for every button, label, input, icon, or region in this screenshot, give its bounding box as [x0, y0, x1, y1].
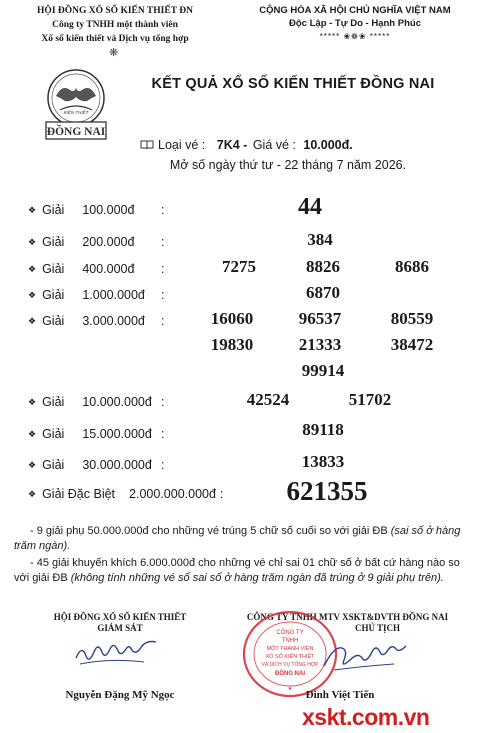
prize-number: 384: [307, 230, 333, 249]
prize-number: 16060: [210, 309, 254, 328]
note-consolation-prizes: [14, 556, 464, 586]
svg-text:★: ★: [287, 686, 293, 692]
svg-text:VÀ DỊCH VỤ TỔNG HỢP: VÀ DỊCH VỤ TỔNG HỢP: [261, 662, 319, 668]
prize-number: 42524: [246, 390, 290, 409]
issuer-header: [20, 4, 210, 46]
ornament-stars: ***** ❀❁❀ *****: [319, 32, 391, 41]
prize-number: 89118: [302, 420, 344, 439]
snowflake-ornament-icon: ❋: [109, 47, 119, 59]
prize-number: 19830: [210, 335, 254, 354]
chairman-role: CHỦ TỊCH: [354, 623, 401, 633]
ticket-info: [140, 138, 440, 152]
note-secondary-prizes: [14, 524, 464, 554]
note-1-italic: (sai số ở hàng trăm ngàn).: [14, 525, 461, 552]
issuer-line-1: HỘI ĐỒNG XỔ SỐ KIẾN THIẾT ĐN: [37, 6, 193, 16]
prize-row-label: ❖ Giải 100.000đ :: [28, 203, 165, 217]
special-prize-label: ❖ Giải Đặc Biệt 2.000.000.000đ :: [28, 487, 224, 501]
svg-text:TNHH: TNHH: [281, 638, 299, 644]
svg-text:XỔ SỐ KIẾN THIẾT: XỔ SỐ KIẾN THIẾT: [265, 654, 315, 660]
note-2-text: - 45 giải khuyến khích 6.000.000đ cho những vé chỉ sai 01 chữ số ở bất cứ hàng nào so với giải ĐB: [14, 557, 460, 584]
prize-number: 80559: [390, 309, 434, 328]
book-icon: [140, 140, 154, 150]
prize-row-label: ❖ Giải 3.000.000đ :: [28, 314, 165, 328]
issuer-line-3: Xổ số kiến thiết và Dịch vụ tổng hợp: [41, 34, 189, 44]
prize-number: 96537: [298, 309, 342, 328]
ticket-type-label: Loại vé :: [158, 138, 206, 152]
prize-number: 21333: [298, 335, 342, 354]
supervisor-org: HỘI ĐỒNG XỔ SỐ KIẾN THIẾT: [53, 612, 187, 622]
prize-row-label: ❖ Giải 200.000đ :: [28, 235, 165, 249]
ticket-type-value: 7K4 -: [216, 138, 248, 152]
prize-number: 8826: [306, 257, 340, 276]
supervisor-role: GIÁM SÁT: [97, 623, 143, 633]
prize-row-label: ❖ Giải 1.000.000đ :: [28, 288, 165, 302]
special-prize-number: 621355: [286, 476, 368, 506]
prize-number: 7275: [222, 257, 256, 276]
prize-row-label: ❖ Giải 30.000.000đ :: [28, 458, 165, 472]
note-2-italic: (không tính những vé số sai số ở hàng trăm ngàn đã trúng ở 9 giải phụ trên).: [70, 572, 444, 584]
ticket-price-label: Giá vé :: [252, 138, 296, 152]
draw-date: Mở số ngày thứ tư - 22 tháng 7 năm 2026.: [169, 158, 407, 172]
dong-nai-logo: [40, 66, 112, 142]
prize-number: 13833: [301, 452, 345, 471]
prize-row-label: ❖ Giải 10.000.000đ :: [28, 395, 165, 409]
note-1-text: - 9 giải phụ 50.000.000đ cho những vé trúng 5 chữ số cuối so với giải ĐB: [30, 525, 388, 537]
logo-text: ĐỒNG NAI: [46, 126, 106, 138]
prize-number: 6870: [306, 283, 340, 302]
prize-row-label: ❖ Giải 15.000.000đ :: [28, 427, 165, 441]
supervisor-signature: [70, 632, 160, 672]
company-name: CÔNG TY TNHH MTV XSKT&DVTH ĐỒNG NAI: [246, 612, 449, 622]
prize-number: 51702: [348, 390, 392, 409]
supervisor-block: [30, 612, 210, 634]
national-motto-line-2: Độc Lập - Tự Do - Hạnh Phúc: [289, 18, 421, 29]
supervisor-name: Nguyễn Đặng Mỹ Ngọc: [65, 689, 175, 701]
svg-text:ĐỒNG NAI: ĐỒNG NAI: [275, 671, 305, 677]
prize-row-label: ❖ Giải 400.000đ :: [28, 262, 165, 276]
chairman-name: Đinh Việt Tiến: [305, 689, 375, 701]
ticket-price-value: 10.000đ.: [303, 138, 353, 152]
watermark-logo: xskt.com.vn: [302, 704, 430, 730]
prize-number: 8686: [395, 257, 429, 276]
page-title: KẾT QUẢ XỔ SỐ KIẾN THIẾT ĐỒNG NAI: [151, 76, 435, 92]
prize-number: 44: [298, 194, 322, 220]
national-header: [235, 4, 475, 43]
chairman-signature: [320, 636, 410, 676]
svg-text:CÔNG TY: CÔNG TY: [276, 630, 304, 636]
prize-number: 38472: [390, 335, 434, 354]
prize-number: 99914: [301, 361, 345, 380]
issuer-line-2: Công ty TNHH một thành viên: [52, 20, 178, 30]
national-motto-line-1: CỘNG HÒA XÃ HỘI CHỦ NGHĨA VIỆT NAM: [259, 5, 451, 16]
svg-text:MỘT THÀNH VIÊN: MỘT THÀNH VIÊN: [266, 646, 314, 652]
logo-small-text: KIẾN THIẾT: [63, 110, 89, 115]
